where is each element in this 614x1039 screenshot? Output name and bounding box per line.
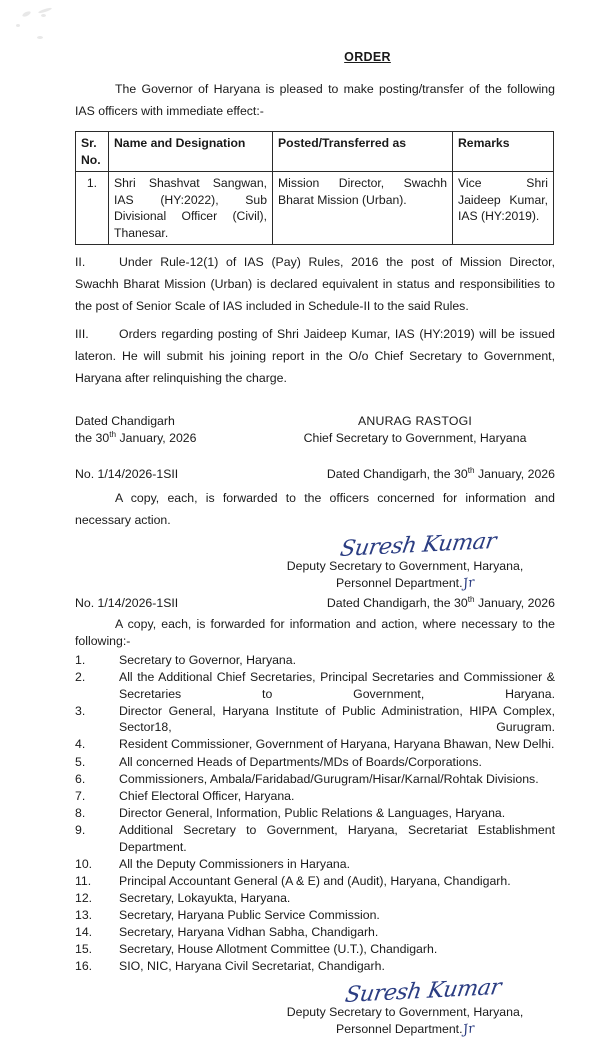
list-item-number: 16. bbox=[75, 959, 93, 974]
list-item-text: All the Deputy Commissioners in Haryana. bbox=[119, 856, 350, 871]
list-item-text: Secretary to Governor, Haryana. bbox=[119, 653, 297, 667]
table-header-row bbox=[76, 132, 554, 172]
endorsement-two-signature-block bbox=[75, 974, 555, 1038]
list-item-number: 2. bbox=[75, 670, 86, 685]
list-item bbox=[75, 890, 555, 907]
list-item bbox=[75, 856, 555, 873]
endorsement-one-dateline-ordinal: th bbox=[467, 465, 475, 475]
list-item-text: All concerned Heads of Departments/MDs of Boards/Corporations. bbox=[119, 754, 482, 769]
list-item bbox=[75, 652, 555, 669]
endorsement-one-header bbox=[75, 467, 555, 481]
dateline-place: Dated Chandigarh bbox=[75, 414, 175, 428]
list-item-number: 8. bbox=[75, 805, 86, 820]
list-item-text: Additional Secretary to Government, Haryana, Secretariat Establishment Department. bbox=[119, 822, 555, 854]
column-header-remarks: Remarks bbox=[453, 132, 554, 172]
clause-ii bbox=[75, 251, 555, 317]
dateline-date bbox=[75, 430, 197, 447]
list-item-number: 6. bbox=[75, 771, 86, 786]
cell-sr-no: 1. bbox=[76, 172, 109, 245]
signature-suresh-kumar: Suresh Kumar bbox=[343, 974, 503, 1008]
endorsement-one-dateline-rest: January, 2026 bbox=[474, 467, 555, 481]
list-item-text: Secretary, Haryana Vidhan Sabha, Chandigarh. bbox=[119, 925, 379, 939]
initial-mark-icon: Jr bbox=[461, 575, 475, 592]
list-item bbox=[75, 788, 555, 805]
list-item bbox=[75, 805, 555, 822]
dateline-and-signatory bbox=[75, 413, 555, 447]
list-item-number: 14. bbox=[75, 925, 93, 939]
cell-name-designation: Shri Shashvat Sangwan, IAS (HY:2022), Sub Divisional Officer (Civil), Thanesar. bbox=[109, 172, 273, 245]
list-item bbox=[75, 736, 555, 753]
list-item bbox=[75, 703, 555, 736]
column-header-name-designation: Name and Designation bbox=[109, 132, 273, 172]
endorsement-one-signature-block bbox=[75, 528, 555, 592]
list-item-number: 13. bbox=[75, 907, 93, 922]
opening-paragraph: The Governor of Haryana is pleased to make posting/transfer of the following IAS officers with immediate effect:- bbox=[75, 82, 555, 118]
endorsement-two-body-line1: A copy, each, is forwarded for information and action, where necessary to the bbox=[115, 617, 555, 631]
list-item bbox=[75, 771, 555, 788]
clause-ii-text: Under Rule-12(1) of IAS (Pay) Rules, 2016 the post of Mission Director, Swachh Bharat Mission (Urban) is declared equivalent in status and responsibilities to the post of Senior Scale of IAS included in Schedule-II to the said Rules. bbox=[75, 255, 555, 313]
signature-suresh-kumar: Suresh Kumar bbox=[338, 528, 498, 563]
list-item-number: 10. bbox=[75, 856, 93, 871]
clause-iii-label: III. bbox=[75, 327, 89, 341]
endorsement-two-reference-no: No. 1/14/2026-1SII bbox=[75, 596, 179, 610]
list-item bbox=[75, 924, 555, 941]
chief-secretary-name: ANURAG RASTOGI bbox=[358, 414, 472, 428]
list-item-text: Commissioners, Ambala/Faridabad/Gurugram/Hisar/Karnal/Rohtak Divisions. bbox=[119, 771, 539, 786]
list-item-text: SIO, NIC, Haryana Civil Secretariat, Chandigarh. bbox=[119, 959, 385, 974]
list-item-number: 3. bbox=[75, 703, 86, 718]
scan-artifact bbox=[22, 10, 32, 17]
chief-secretary-designation: Chief Secretary to Government, Haryana bbox=[303, 431, 527, 445]
column-header-sr-no: Sr. No. bbox=[76, 132, 109, 172]
scan-artifact bbox=[38, 7, 52, 14]
list-item-text: Director General, Haryana Institute of Public Administration, HIPA Complex, Sector18, Gurugram. bbox=[119, 703, 555, 735]
clause-iii-text: Orders regarding posting of Shri Jaideep Kumar, IAS (HY:2019) will be issued lateron. He will submit his joining report in the O/o Chief Secretary to Government, Haryana after relinquishing the charge. bbox=[75, 327, 555, 385]
endorsement-one-designation-line2: Personnel Department.Jr bbox=[336, 575, 475, 592]
cell-posted-transferred: Mission Director, Swachh Bharat Mission (Urban). bbox=[273, 172, 453, 245]
chief-secretary-block bbox=[275, 413, 555, 447]
endorsement-one-body: A copy, each, is forwarded to the officers concerned for information and necessary action. bbox=[75, 491, 555, 527]
endorsement-two-designation-line1: Deputy Secretary to Government, Haryana, bbox=[286, 1004, 524, 1019]
list-item-number: 5. bbox=[75, 754, 86, 769]
list-item bbox=[75, 669, 555, 702]
list-item-number: 4. bbox=[75, 737, 86, 752]
list-item bbox=[75, 754, 555, 771]
transfer-table bbox=[75, 131, 554, 245]
clause-iii bbox=[75, 323, 555, 389]
list-item-text: Secretary, Lokayukta, Haryana. bbox=[119, 890, 291, 905]
list-item bbox=[75, 958, 555, 975]
list-item-text: Secretary, House Allotment Committee (U.T.), Chandigarh. bbox=[119, 942, 438, 957]
endorsement-two-body bbox=[75, 616, 555, 650]
list-item-number: 9. bbox=[75, 822, 86, 837]
list-item-text: All the Additional Chief Secretaries, Principal Secretaries and Commissioner & Secretaries to Government, Haryana. bbox=[119, 670, 555, 701]
list-item bbox=[75, 907, 555, 924]
list-item-text: Chief Electoral Officer, Haryana. bbox=[119, 788, 295, 803]
initial-mark-icon: Jr bbox=[461, 1021, 475, 1038]
scan-artifact bbox=[37, 36, 43, 39]
endorsement-one-designation-line1: Deputy Secretary to Government, Haryana, bbox=[286, 559, 524, 573]
list-item-number: 1. bbox=[75, 653, 86, 667]
list-item bbox=[75, 941, 555, 958]
column-header-posted-transferred: Posted/Transferred as bbox=[273, 132, 453, 172]
list-item-number: 12. bbox=[75, 890, 93, 905]
endorsement-two-dateline-ordinal: th bbox=[467, 594, 475, 604]
endorsement-two-header bbox=[75, 596, 555, 610]
list-item-text: Principal Accountant General (A & E) and (Audit), Haryana, Chandigarh. bbox=[119, 873, 511, 888]
scan-artifact bbox=[16, 24, 20, 27]
document-body bbox=[75, 0, 555, 1038]
dateline-date-ordinal: th bbox=[109, 429, 117, 439]
endorsement-two-dateline bbox=[327, 596, 555, 610]
list-item-text: Resident Commissioner, Government of Haryana, Haryana Bhawan, New Delhi. bbox=[119, 737, 555, 752]
page-title: ORDER bbox=[344, 50, 391, 64]
list-item-number: 11. bbox=[75, 873, 92, 888]
scan-artifact bbox=[41, 14, 46, 17]
distribution-list bbox=[75, 652, 555, 975]
endorsement-two-dateline-prefix: Dated Chandigarh, the 30 bbox=[326, 596, 468, 610]
cell-remarks: Vice Shri Jaideep Kumar, IAS (HY:2019). bbox=[453, 172, 554, 245]
endorsement-two-dateline-rest: January, 2026 bbox=[474, 596, 555, 610]
list-item-text: Secretary, Haryana Public Service Commission. bbox=[119, 907, 380, 922]
dateline bbox=[75, 413, 197, 447]
endorsement-one-dateline bbox=[327, 467, 555, 481]
list-item bbox=[75, 822, 555, 855]
clause-ii-label: II. bbox=[75, 255, 86, 269]
list-item bbox=[75, 873, 555, 890]
endorsement-two-body-line2: following:- bbox=[75, 634, 131, 648]
dateline-date-prefix: the 30 bbox=[75, 431, 110, 445]
list-item-number: 7. bbox=[75, 788, 86, 803]
endorsement-two-designation-line2: Personnel Department.Jr bbox=[336, 1021, 475, 1038]
table-row bbox=[76, 172, 554, 245]
endorsement-one-reference-no: No. 1/14/2026-1SII bbox=[75, 467, 179, 481]
list-item-number: 15. bbox=[75, 942, 93, 957]
list-item-text: Director General, Information, Public Relations & Languages, Haryana. bbox=[119, 805, 506, 820]
endorsement-one-dateline-prefix: Dated Chandigarh, the 30 bbox=[326, 467, 468, 481]
dateline-date-rest: January, 2026 bbox=[116, 431, 197, 445]
